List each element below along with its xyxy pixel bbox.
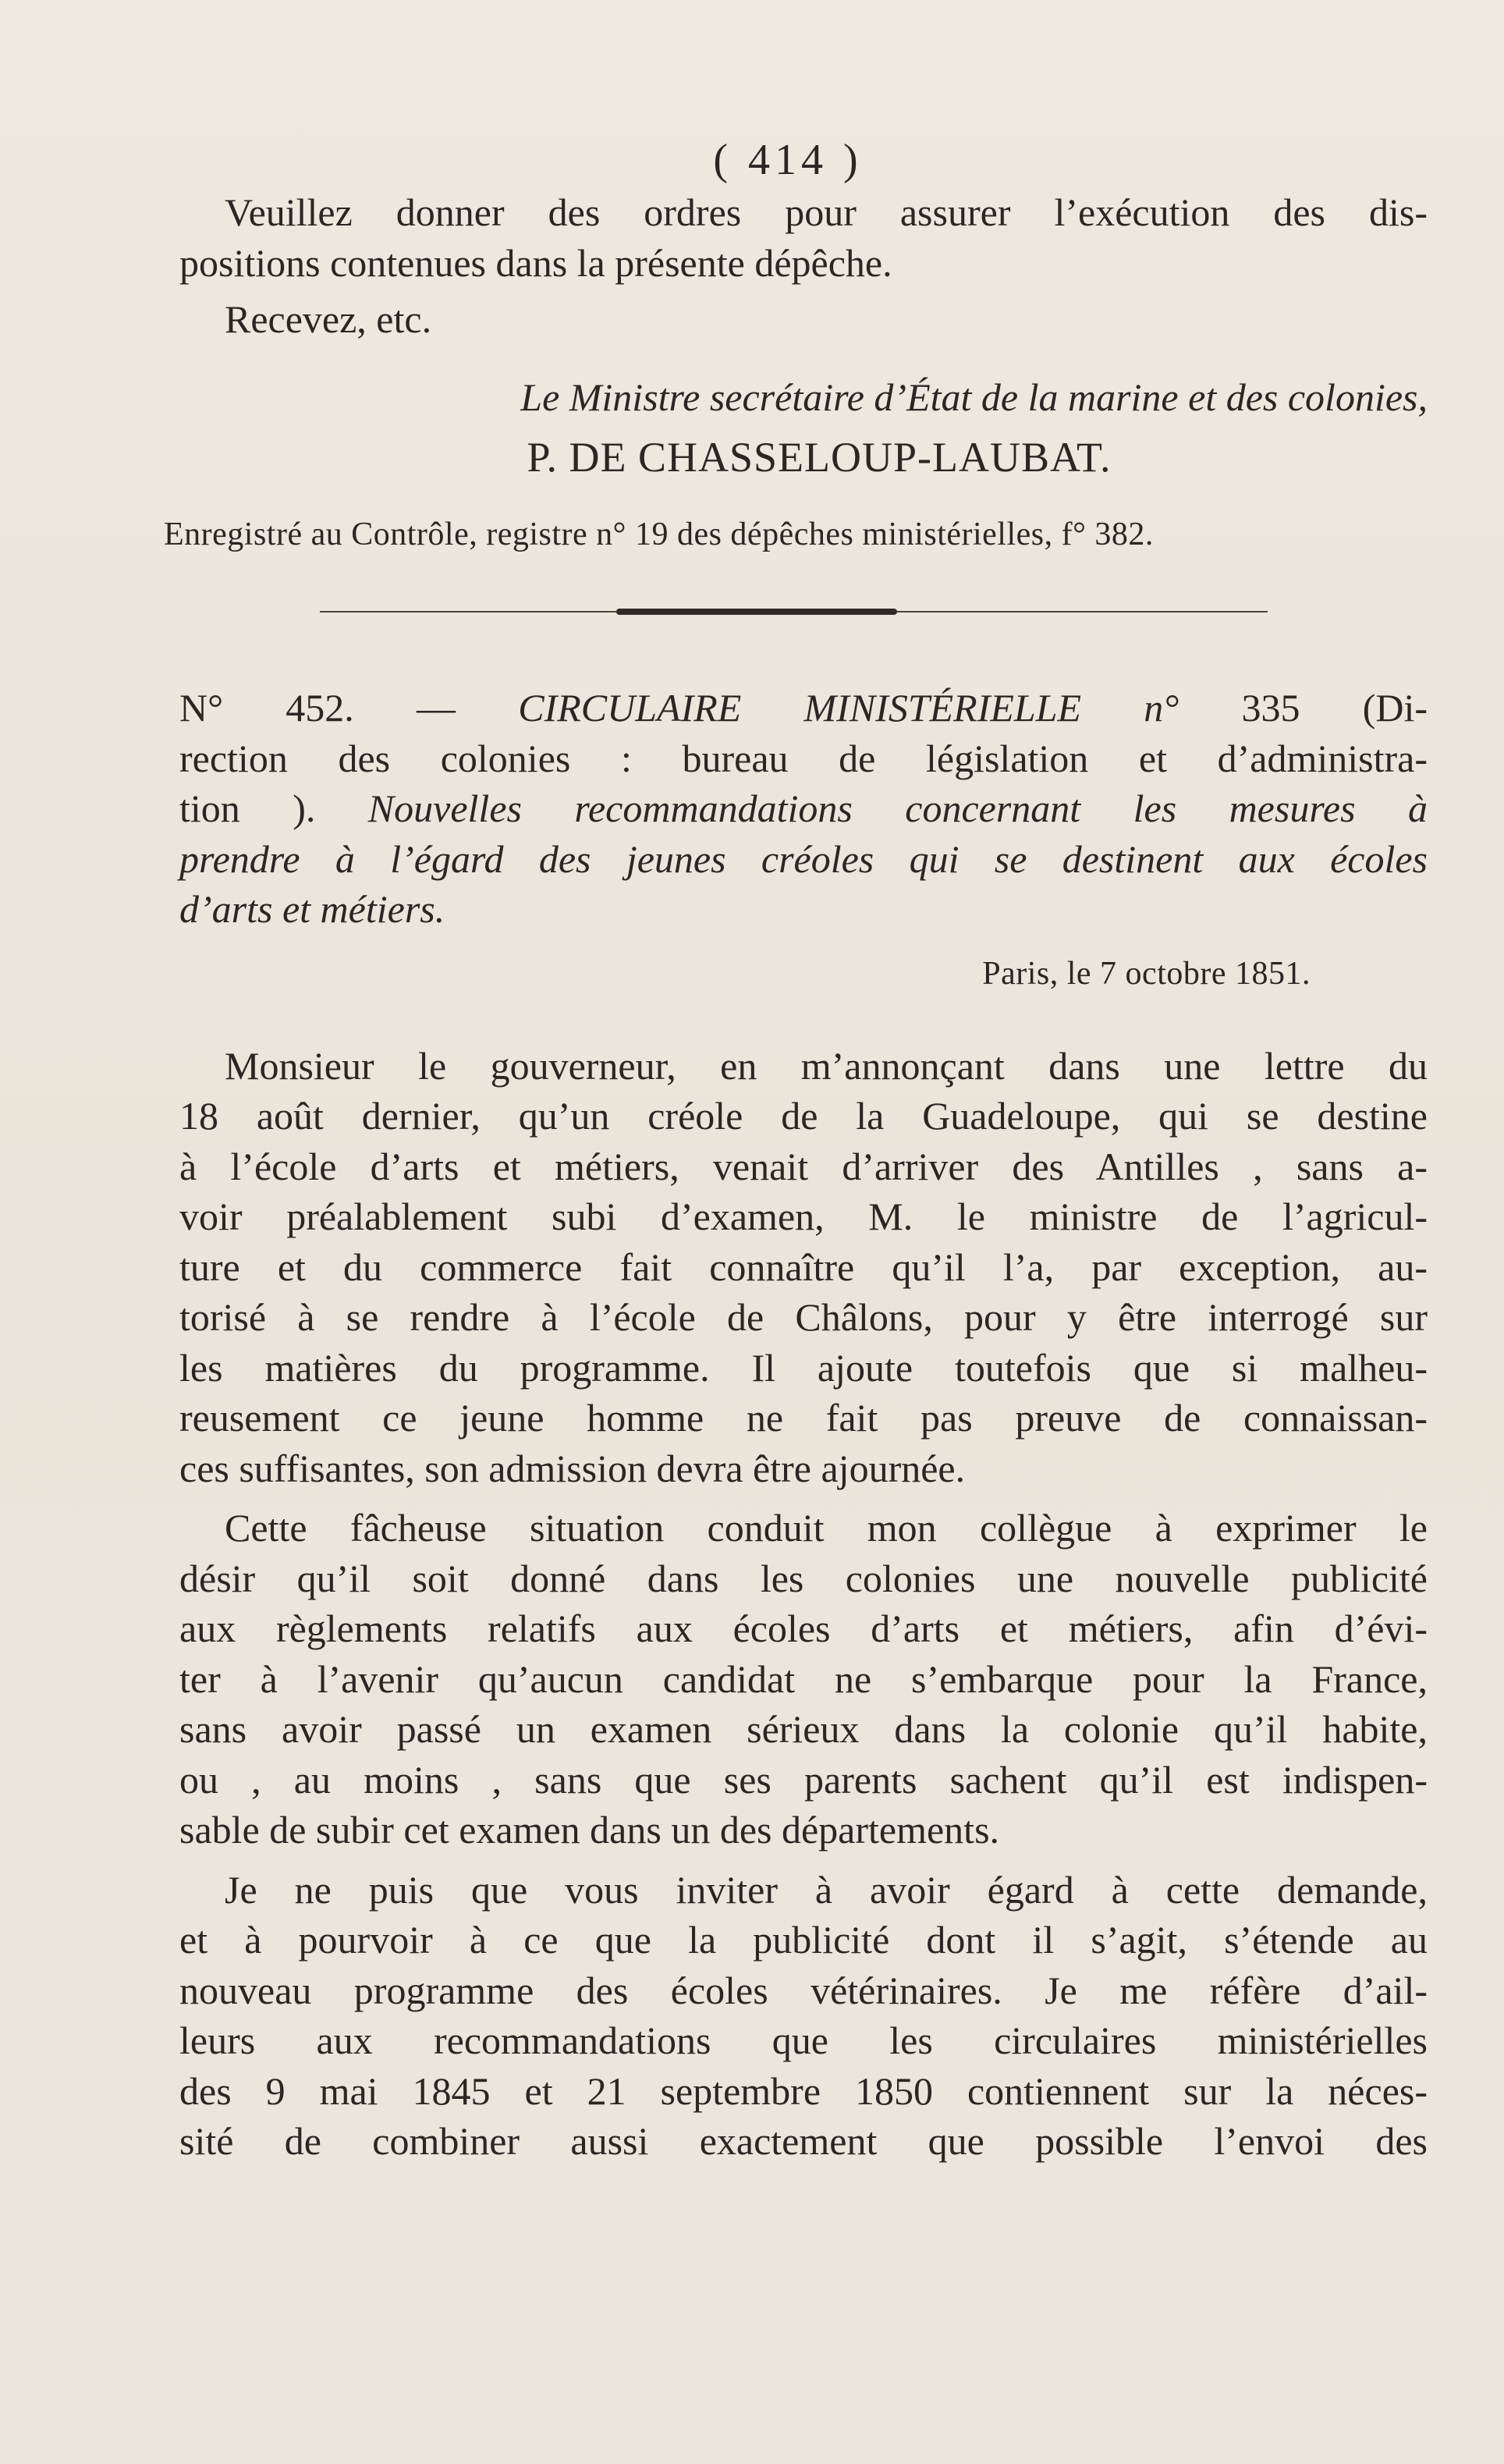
circular-title: CIRCULAIRE MINISTÉRIELLE n° <box>518 686 1179 730</box>
text-line: positions contenues dans la présente dépêche. <box>179 240 892 285</box>
text-line: 18 août dernier, qu’un créole de la Guadeloupe, qui se destine <box>179 1094 1428 1138</box>
dateline: Paris, le 7 octobre 1851. <box>982 955 1311 992</box>
text-line: et à pourvoir à ce que la publicité dont il s’agit, s’étende au <box>179 1918 1428 1962</box>
text-line: sité de combiner aussi exactement que possible l’envoi des <box>179 2119 1428 2163</box>
page-content <box>164 133 1428 2167</box>
text-line: Cette fâcheuse situation conduit mon collègue à exprimer le <box>225 1506 1428 1550</box>
text-line: sable de subir cet examen dans un des départements. <box>179 1808 1000 1852</box>
circular-number: N° 452. — <box>179 686 519 730</box>
text-line: des 9 mai 1845 et 21 septembre 1850 contiennent sur la néces- <box>179 2068 1428 2113</box>
heading-line <box>179 783 1428 834</box>
page-number: ( 414 ) <box>713 136 863 184</box>
divider-thick-line <box>616 609 897 615</box>
text-line: aux règlements relatifs aux écoles d’arts et métiers, afin d’évi- <box>179 1607 1428 1650</box>
heading-plain-text: tion ). <box>179 786 368 830</box>
heading-line: d’arts et métiers. <box>179 887 445 931</box>
circular-title-rest: 335 (Di- <box>1179 686 1428 730</box>
text-line: nouveau programme des écoles vétérinaires. Je me réfère d’ail- <box>179 1968 1428 2012</box>
body-paragraph-3 <box>179 1865 1428 2167</box>
heading-line: rection des colonies : bureau de législation et d’administra- <box>179 736 1428 780</box>
text-line: à l’école d’arts et métiers, venait d’arriver des Antilles , sans a- <box>179 1144 1428 1188</box>
text-line: sans avoir passé un examen sérieux dans la colonie qu’il habite, <box>179 1707 1428 1751</box>
opening-paragraph <box>179 187 1428 288</box>
text-line: Veuillez donner des ordres pour assurer l’exécution des dis- <box>225 190 1428 234</box>
text-line: ces suffisantes, son admission devra être ajournée. <box>179 1446 966 1490</box>
text-line: Monsieur le gouverneur, en m’annonçant dans une lettre du <box>225 1043 1428 1088</box>
text-line: ture et du commerce fait connaître qu’il l’a, par exception, au- <box>179 1244 1428 1289</box>
text-line: Je ne puis que vous inviter à avoir égard à cette demande, <box>225 1867 1428 1912</box>
text-line: torisé à se rendre à l’école de Châlons, pour y être interrogé sur <box>179 1295 1428 1339</box>
heading-subject: Nouvelles recommandations concernant les mesures à <box>367 786 1428 830</box>
text-line: leurs aux recommandations que les circulaires ministérielles <box>179 2018 1428 2062</box>
circular-body <box>179 1041 1428 2167</box>
section-divider <box>320 608 1268 616</box>
text-line: ou , au moins , sans que ses parents sachent qu’il est indispen- <box>179 1757 1428 1802</box>
heading-line: prendre à l’égard des jeunes créoles qui se destinent aux écoles <box>179 836 1428 881</box>
body-paragraph-1 <box>179 1041 1428 1494</box>
text-line: ter à l’avenir qu’aucun candidat ne s’embarque pour la France, <box>179 1656 1428 1701</box>
text-line: les matières du programme. Il ajoute toutefois que si malheu- <box>179 1345 1428 1390</box>
registration-note: Enregistré au Contrôle, registre n° 19 des dépêches ministérielles, f° 382. <box>164 517 1154 552</box>
text-line: voir préalablement subi d’examen, M. le ministre de l’agricul- <box>179 1195 1428 1238</box>
heading-line <box>179 683 1428 733</box>
circular-heading <box>179 683 1428 935</box>
text-line: désir qu’il soit donné dans les colonies une nouvelle publicité <box>179 1556 1428 1600</box>
minister-title: Le Ministre secrétaire d’État de la marine et des colonies, <box>520 375 1428 419</box>
minister-signature: P. DE CHASSELOUP-LAUBAT. <box>527 434 1112 481</box>
closing-formula: Recevez, etc. <box>225 297 432 341</box>
text-line: reusement ce jeune homme ne fait pas preuve de connaissan- <box>179 1396 1428 1440</box>
body-paragraph-2 <box>179 1503 1428 1855</box>
